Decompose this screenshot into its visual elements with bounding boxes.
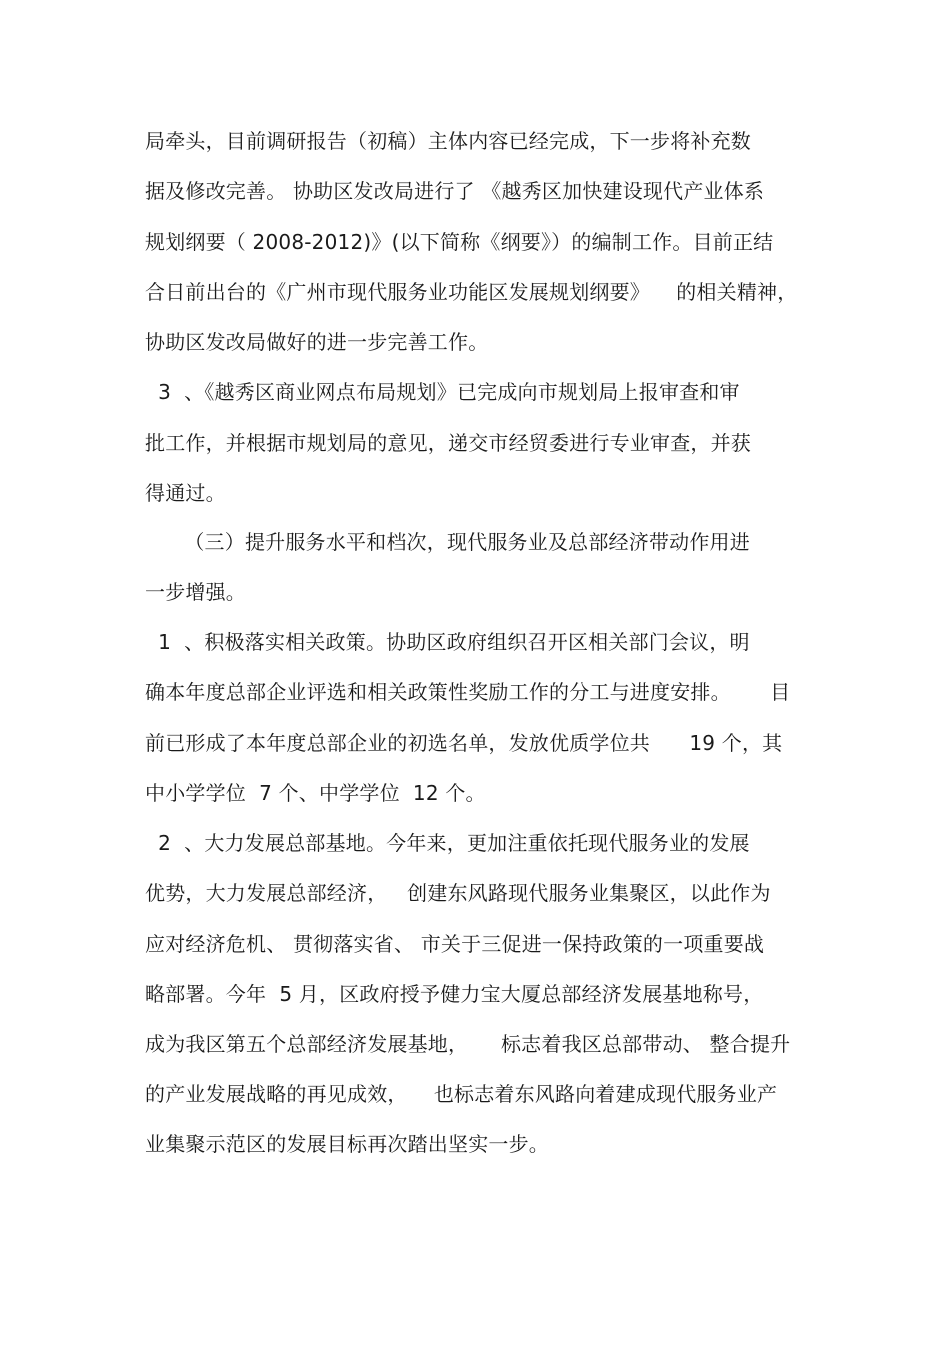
text-line: 确本年度总部企业评选和相关政策性奖励工作的分工与进度安排。 目 (145, 680, 791, 704)
text-line: 据及修改完善。 协助区发改局进行了 《越秀区加快建设现代产业体系 (145, 179, 765, 203)
text-line: 2 、大力发展总部基地。今年来，更加注重依托现代服务业的发展 (145, 831, 750, 855)
text-line: 规划纲要（ 2008-2012)》(以下简称《纲要》）的编制工作。目前正结 (145, 230, 774, 254)
text-line: （三）提升服务水平和档次，现代服务业及总部经济带动作用进 (145, 530, 750, 554)
text-line: 3 、《越秀区商业网点布局规划》已完成向市规划局上报审查和审 (145, 380, 740, 404)
text-line: 应对经济危机、 贯彻落实省、 市关于三促进一保持政策的一项重要战 (145, 932, 765, 956)
text-line: 批工作，并根据市规划局的意见，递交市经贸委进行专业审查，并获 (145, 431, 751, 455)
text-line: 略部署。今年 5 月，区政府授予健力宝大厦总部经济发展基地称号， (145, 982, 764, 1006)
text-line: 一步增强。 (145, 580, 246, 604)
text-line: 局牵头，目前调研报告（初稿）主体内容已经完成，下一步将补充数 (145, 129, 751, 153)
text-line: 协助区发改局做好的进一步完善工作。 (145, 330, 489, 354)
text-line: 优势，大力发展总部经济， 创建东风路现代服务业集聚区，以此作为 (145, 881, 771, 905)
text-line: 前已形成了本年度总部企业的初选名单，发放优质学位共 19 个，其 (145, 731, 783, 755)
text-line: 得通过。 (145, 481, 226, 505)
text-line: 1 、积极落实相关政策。协助区政府组织召开区相关部门会议，明 (145, 630, 750, 654)
text-line: 成为我区第五个总部经济发展基地， 标志着我区总部带动、 整合提升 (145, 1032, 791, 1056)
text-line: 合日前出台的《广州市现代服务业功能区发展规划纲要》 的相关精神， (145, 280, 798, 304)
text-line: 的产业发展战略的再见成效， 也标志着东风路向着建成现代服务业产 (145, 1082, 778, 1106)
text-line: 业集聚示范区的发展目标再次踏出坚实一步。 (145, 1132, 549, 1156)
text-line: 中小学学位 7 个、中学学位 12 个。 (145, 781, 486, 805)
